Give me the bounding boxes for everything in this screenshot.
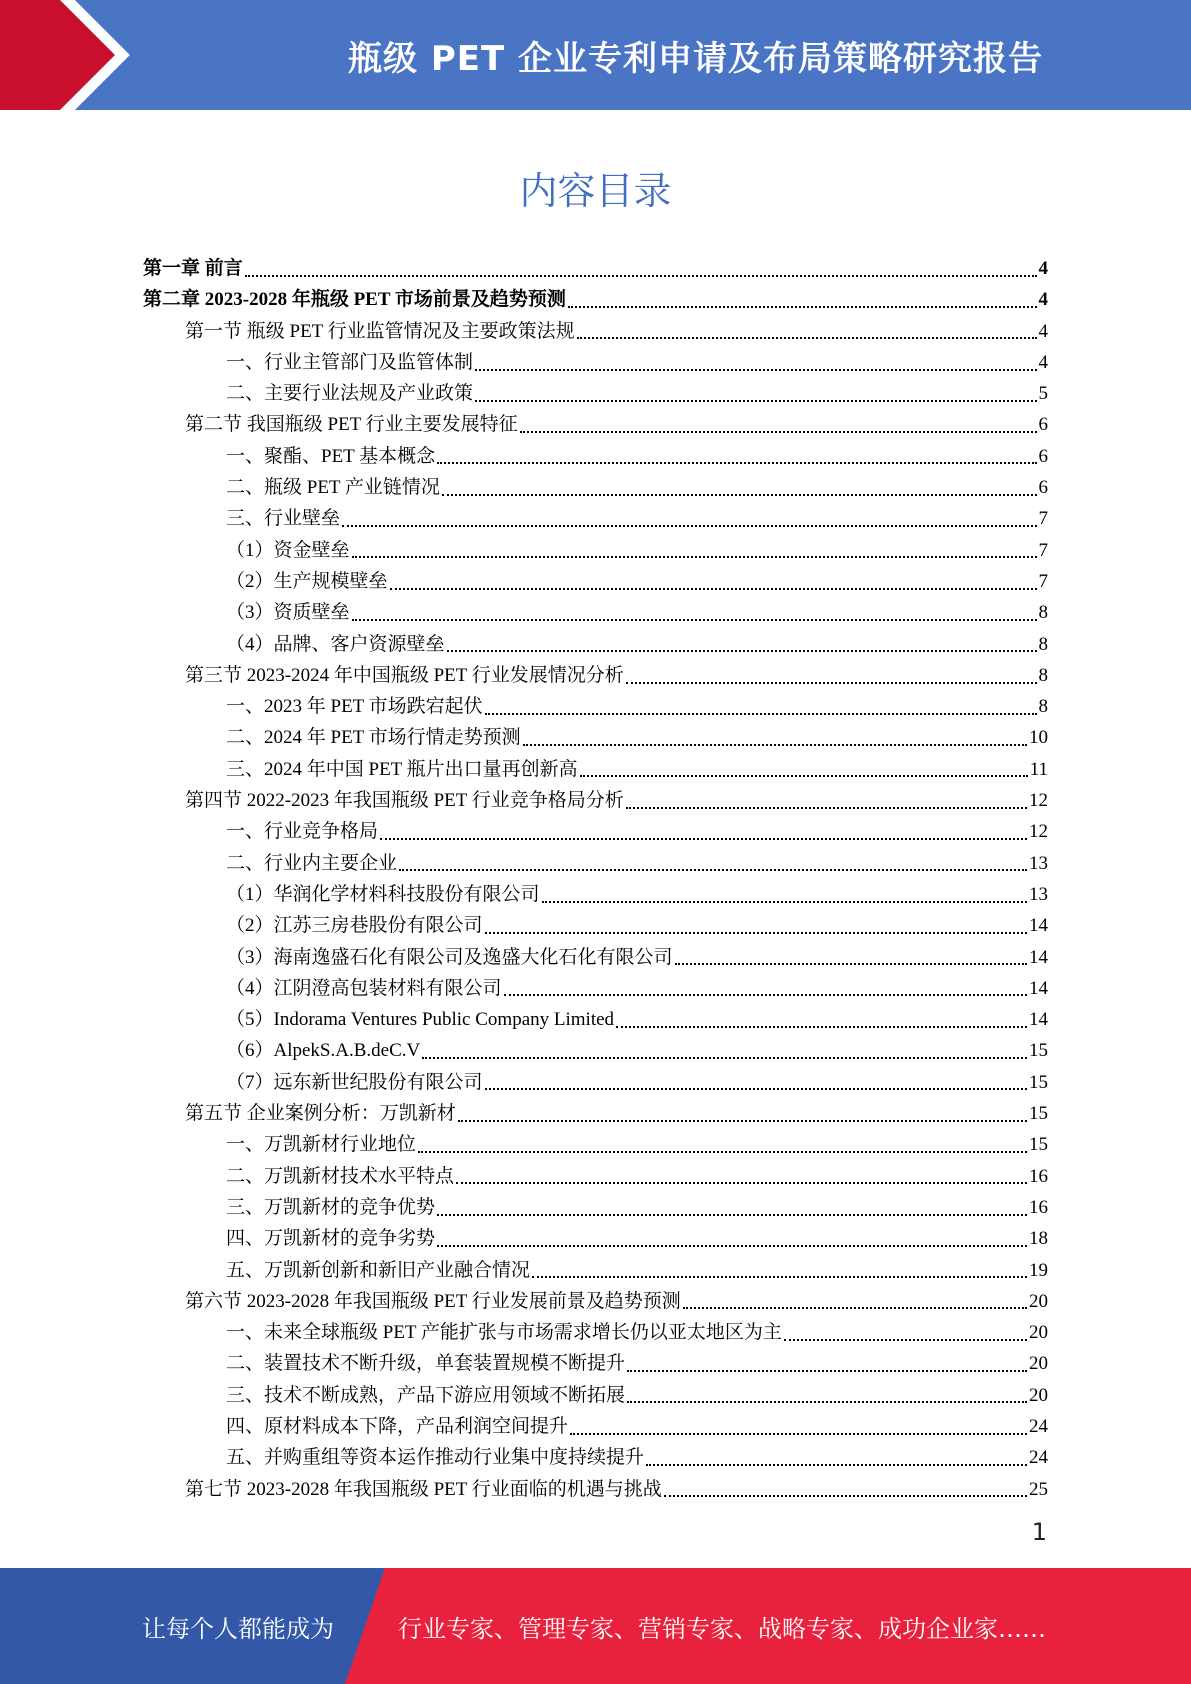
toc-entry-page: 8 bbox=[1038, 602, 1048, 624]
toc-entry-page: 15 bbox=[1029, 1040, 1048, 1062]
toc-entry[interactable] bbox=[143, 1442, 1048, 1473]
toc-entry[interactable] bbox=[143, 785, 1048, 816]
toc-entry-title: （2）生产规模壁垒 bbox=[226, 570, 388, 592]
toc-entry-page: 8 bbox=[1038, 664, 1048, 686]
toc-leader-dots bbox=[683, 1307, 1027, 1309]
toc-entry-page: 20 bbox=[1029, 1353, 1048, 1375]
toc-entry-page: 8 bbox=[1038, 696, 1048, 718]
toc-leader-dots bbox=[475, 400, 1036, 402]
toc-leader-dots bbox=[390, 588, 1037, 590]
toc-entry-page: 5 bbox=[1038, 383, 1048, 405]
toc-leader-dots bbox=[399, 869, 1027, 871]
toc-entry-title: 第七节 2023-2028 年我国瓶级 PET 行业面临的机遇与挑战 bbox=[185, 1478, 662, 1500]
toc-entry-page: 14 bbox=[1029, 977, 1048, 999]
toc-entry-page: 7 bbox=[1038, 539, 1048, 561]
toc-entry[interactable] bbox=[143, 660, 1048, 691]
toc-leader-dots bbox=[532, 1276, 1027, 1278]
toc-entry-title: 四、原材料成本下降，产品利润空间提升 bbox=[226, 1415, 569, 1437]
toc-entry[interactable] bbox=[143, 316, 1048, 347]
toc-entry-title: （4）品牌、客户资源壁垒 bbox=[226, 633, 445, 655]
toc-entry-page: 11 bbox=[1029, 758, 1048, 780]
toc-entry-title: 第六节 2023-2028 年我国瓶级 PET 行业发展前景及趋势预测 bbox=[185, 1290, 681, 1312]
toc-entry-title: 二、万凯新材技术水平特点 bbox=[226, 1165, 455, 1187]
toc-entry-page: 15 bbox=[1029, 1134, 1048, 1156]
toc-entry[interactable] bbox=[143, 1474, 1048, 1505]
toc-leader-dots bbox=[568, 306, 1037, 308]
toc-entry-page: 10 bbox=[1029, 727, 1048, 749]
toc-entry-page: 20 bbox=[1029, 1290, 1048, 1312]
toc-leader-dots bbox=[570, 1433, 1027, 1435]
toc-entry[interactable] bbox=[143, 1004, 1048, 1035]
toc-entry-title: （1）资金壁垒 bbox=[226, 539, 350, 561]
toc-leader-dots bbox=[784, 1339, 1027, 1341]
toc-leader-dots bbox=[475, 369, 1036, 371]
toc-entry[interactable] bbox=[143, 1286, 1048, 1317]
toc-entry-title: 一、行业主管部门及监管体制 bbox=[226, 351, 474, 373]
toc-entry-title: （7）远东新世纪股份有限公司 bbox=[226, 1071, 483, 1093]
toc-leader-dots bbox=[580, 775, 1028, 777]
report-title: 瓶级 PET 企业专利申请及布局策略研究报告 bbox=[347, 38, 1043, 79]
toc-entry[interactable] bbox=[143, 722, 1048, 753]
toc-entry-title: 四、万凯新材的竞争劣势 bbox=[226, 1228, 436, 1250]
toc-entry-title: （3）海南逸盛石化有限公司及逸盛大化石化有限公司 bbox=[226, 946, 673, 968]
toc-entry-page: 25 bbox=[1029, 1478, 1048, 1500]
toc-entry-page: 20 bbox=[1029, 1322, 1048, 1344]
toc-entry[interactable] bbox=[143, 910, 1048, 941]
toc-entry-title: 二、行业内主要企业 bbox=[226, 852, 398, 874]
toc-entry-page: 13 bbox=[1029, 852, 1048, 874]
toc-leader-dots bbox=[442, 494, 1037, 496]
toc-entry-page: 8 bbox=[1038, 633, 1048, 655]
toc-entry-page: 15 bbox=[1029, 1071, 1048, 1093]
toc-entry-title: （1）华润化学材料科技股份有限公司 bbox=[226, 883, 540, 905]
toc-entry[interactable] bbox=[143, 816, 1048, 847]
toc-leader-dots bbox=[520, 431, 1037, 433]
toc-entry-title: 五、万凯新创新和新旧产业融合情况 bbox=[226, 1259, 531, 1281]
toc-entry-page: 14 bbox=[1029, 915, 1048, 937]
toc-entry[interactable] bbox=[143, 1317, 1048, 1348]
toc-entry-page: 6 bbox=[1038, 477, 1048, 499]
toc-entry-page: 7 bbox=[1038, 508, 1048, 530]
toc-entry[interactable] bbox=[143, 441, 1048, 472]
toc-entry[interactable] bbox=[143, 566, 1048, 597]
toc-entry-title: 三、2024 年中国 PET 瓶片出口量再创新高 bbox=[226, 758, 578, 780]
toc-entry-title: 五、并购重组等资本运作推动行业集中度持续提升 bbox=[226, 1447, 645, 1469]
toc-entry-page: 15 bbox=[1029, 1103, 1048, 1125]
toc-leader-dots bbox=[627, 1370, 1027, 1372]
toc-entry-page: 7 bbox=[1038, 570, 1048, 592]
toc-leader-dots bbox=[485, 932, 1027, 934]
toc-entry-title: 二、瓶级 PET 产业链情况 bbox=[226, 477, 440, 499]
toc-leader-dots bbox=[664, 1495, 1027, 1497]
toc-leader-dots bbox=[616, 1026, 1027, 1028]
toc-entry-page: 6 bbox=[1038, 445, 1048, 467]
toc-entry[interactable] bbox=[143, 1223, 1048, 1254]
toc-leader-dots bbox=[418, 1151, 1027, 1153]
toc-entry-title: 二、主要行业法规及产业政策 bbox=[226, 383, 474, 405]
toc-entry[interactable] bbox=[143, 629, 1048, 660]
toc-leader-dots bbox=[504, 994, 1027, 996]
toc-leader-dots bbox=[626, 682, 1037, 684]
toc-entry[interactable] bbox=[143, 1348, 1048, 1379]
toc-entry[interactable] bbox=[143, 409, 1048, 440]
toc-leader-dots bbox=[447, 650, 1037, 652]
toc-entry-page: 16 bbox=[1029, 1165, 1048, 1187]
toc-entry-title: 二、2024 年 PET 市场行情走势预测 bbox=[226, 727, 521, 749]
toc-leader-dots bbox=[437, 1245, 1027, 1247]
toc-entry-title: 二、装置技术不断升级，单套装置规模不断提升 bbox=[226, 1353, 626, 1375]
toc-entry-page: 16 bbox=[1029, 1196, 1048, 1218]
toc-leader-dots bbox=[523, 744, 1027, 746]
toc-entry-page: 12 bbox=[1029, 821, 1048, 843]
toc-entry-title: 三、技术不断成熟，产品下游应用领域不断拓展 bbox=[226, 1384, 626, 1406]
toc-entry-title: 第一节 瓶级 PET 行业监管情况及主要政策法规 bbox=[185, 320, 575, 342]
toc-entry[interactable] bbox=[143, 472, 1048, 503]
toc-leader-dots bbox=[437, 1214, 1027, 1216]
toc-leader-dots bbox=[646, 1464, 1027, 1466]
toc-leader-dots bbox=[352, 556, 1037, 558]
toc-leader-dots bbox=[437, 462, 1036, 464]
toc-leader-dots bbox=[456, 1182, 1027, 1184]
toc-leader-dots bbox=[542, 901, 1027, 903]
toc-entry-title: 第三节 2023-2024 年中国瓶级 PET 行业发展情况分析 bbox=[185, 664, 624, 686]
toc-entry-title: 第一章 前言 bbox=[143, 258, 243, 279]
toc-entry[interactable] bbox=[143, 879, 1048, 910]
toc-leader-dots bbox=[352, 619, 1037, 621]
toc-entry-page: 13 bbox=[1029, 883, 1048, 905]
toc-entry-title: 一、行业竞争格局 bbox=[226, 821, 379, 843]
footer-slogan-left: 让每个人都能成为 bbox=[142, 1614, 334, 1643]
toc-entry[interactable] bbox=[143, 378, 1048, 409]
toc-entry-title: 第五节 企业案例分析：万凯新材 bbox=[185, 1103, 456, 1125]
toc-entry-title: 三、万凯新材的竞争优势 bbox=[226, 1196, 436, 1218]
toc-entry[interactable] bbox=[143, 1380, 1048, 1411]
toc-entry-title: （2）江苏三房巷股份有限公司 bbox=[226, 915, 483, 937]
header-banner bbox=[0, 0, 1191, 110]
toc-heading: 内容目录 bbox=[519, 169, 672, 213]
toc-leader-dots bbox=[485, 1088, 1027, 1090]
toc-entry-page: 20 bbox=[1029, 1384, 1048, 1406]
toc-entry-title: 第四节 2022-2023 年我国瓶级 PET 行业竞争格局分析 bbox=[185, 790, 624, 812]
toc-entry-title: 第二节 我国瓶级 PET 行业主要发展特征 bbox=[185, 414, 518, 436]
toc-entry-title: 一、聚酯、PET 基本概念 bbox=[226, 445, 436, 467]
toc-entry-page: 18 bbox=[1029, 1228, 1048, 1250]
toc-leader-dots bbox=[485, 713, 1037, 715]
toc-entry[interactable] bbox=[143, 347, 1048, 378]
toc-entry[interactable] bbox=[143, 1098, 1048, 1129]
toc-entry[interactable] bbox=[143, 848, 1048, 879]
toc-entry[interactable] bbox=[143, 1035, 1048, 1066]
toc-entry-title: 一、2023 年 PET 市场跌宕起伏 bbox=[226, 696, 483, 718]
footer-slogan-right: 行业专家、管理专家、营销专家、战略专家、成功企业家…… bbox=[398, 1614, 1046, 1643]
toc-entry-page: 19 bbox=[1029, 1259, 1048, 1281]
toc-leader-dots bbox=[342, 525, 1036, 527]
toc-entry-page: 24 bbox=[1029, 1415, 1048, 1437]
toc-entry[interactable] bbox=[143, 503, 1048, 534]
toc-entry-title: 三、行业壁垒 bbox=[226, 508, 341, 530]
toc-entry-page: 24 bbox=[1029, 1447, 1048, 1469]
toc-entry[interactable] bbox=[143, 284, 1048, 315]
toc-entry-page: 6 bbox=[1038, 414, 1048, 436]
toc-entry-page: 4 bbox=[1038, 258, 1048, 279]
toc-entry-page: 4 bbox=[1038, 289, 1048, 311]
toc-entry[interactable] bbox=[143, 1161, 1048, 1192]
toc-leader-dots bbox=[626, 807, 1027, 809]
page-number: 1 bbox=[1031, 1518, 1047, 1546]
toc-entry-title: （5）Indorama Ventures Public Company Limited bbox=[226, 1009, 615, 1031]
toc-entry[interactable] bbox=[143, 597, 1048, 628]
toc-entry[interactable] bbox=[143, 1129, 1048, 1160]
toc-entry-title: （6）AlpekS.A.B.deC.V bbox=[226, 1040, 421, 1062]
toc-entry[interactable] bbox=[143, 1411, 1048, 1442]
toc-leader-dots bbox=[577, 337, 1037, 339]
toc-entry[interactable] bbox=[143, 942, 1048, 973]
toc-leader-dots bbox=[422, 1057, 1027, 1059]
toc-entry[interactable] bbox=[143, 1255, 1048, 1286]
toc-leader-dots bbox=[380, 838, 1027, 840]
toc-entry[interactable] bbox=[143, 691, 1048, 722]
toc-entry[interactable] bbox=[143, 253, 1048, 284]
toc-entry-title: 一、未来全球瓶级 PET 产能扩张与市场需求增长仍以亚太地区为主 bbox=[226, 1322, 782, 1344]
toc-leader-dots bbox=[245, 275, 1037, 277]
table-of-contents bbox=[143, 253, 1048, 1505]
toc-entry-title: 第二章 2023-2028 年瓶级 PET 市场前景及趋势预测 bbox=[143, 289, 566, 311]
toc-entry-title: （3）资质壁垒 bbox=[226, 602, 350, 624]
toc-entry-page: 12 bbox=[1029, 790, 1048, 812]
toc-entry[interactable] bbox=[143, 535, 1048, 566]
toc-entry[interactable] bbox=[143, 973, 1048, 1004]
header-arrow-decoration bbox=[0, 0, 160, 110]
toc-entry-page: 4 bbox=[1038, 351, 1048, 373]
toc-entry-page: 4 bbox=[1038, 320, 1048, 342]
toc-leader-dots bbox=[675, 963, 1027, 965]
toc-entry[interactable] bbox=[143, 754, 1048, 785]
toc-entry-page: 14 bbox=[1029, 1009, 1048, 1031]
toc-leader-dots bbox=[458, 1120, 1027, 1122]
toc-entry[interactable] bbox=[143, 1067, 1048, 1098]
toc-entry-title: （4）江阴澄高包装材料有限公司 bbox=[226, 977, 502, 999]
toc-entry-page: 14 bbox=[1029, 946, 1048, 968]
toc-entry[interactable] bbox=[143, 1192, 1048, 1223]
toc-leader-dots bbox=[627, 1401, 1027, 1403]
toc-entry-title: 一、万凯新材行业地位 bbox=[226, 1134, 417, 1156]
